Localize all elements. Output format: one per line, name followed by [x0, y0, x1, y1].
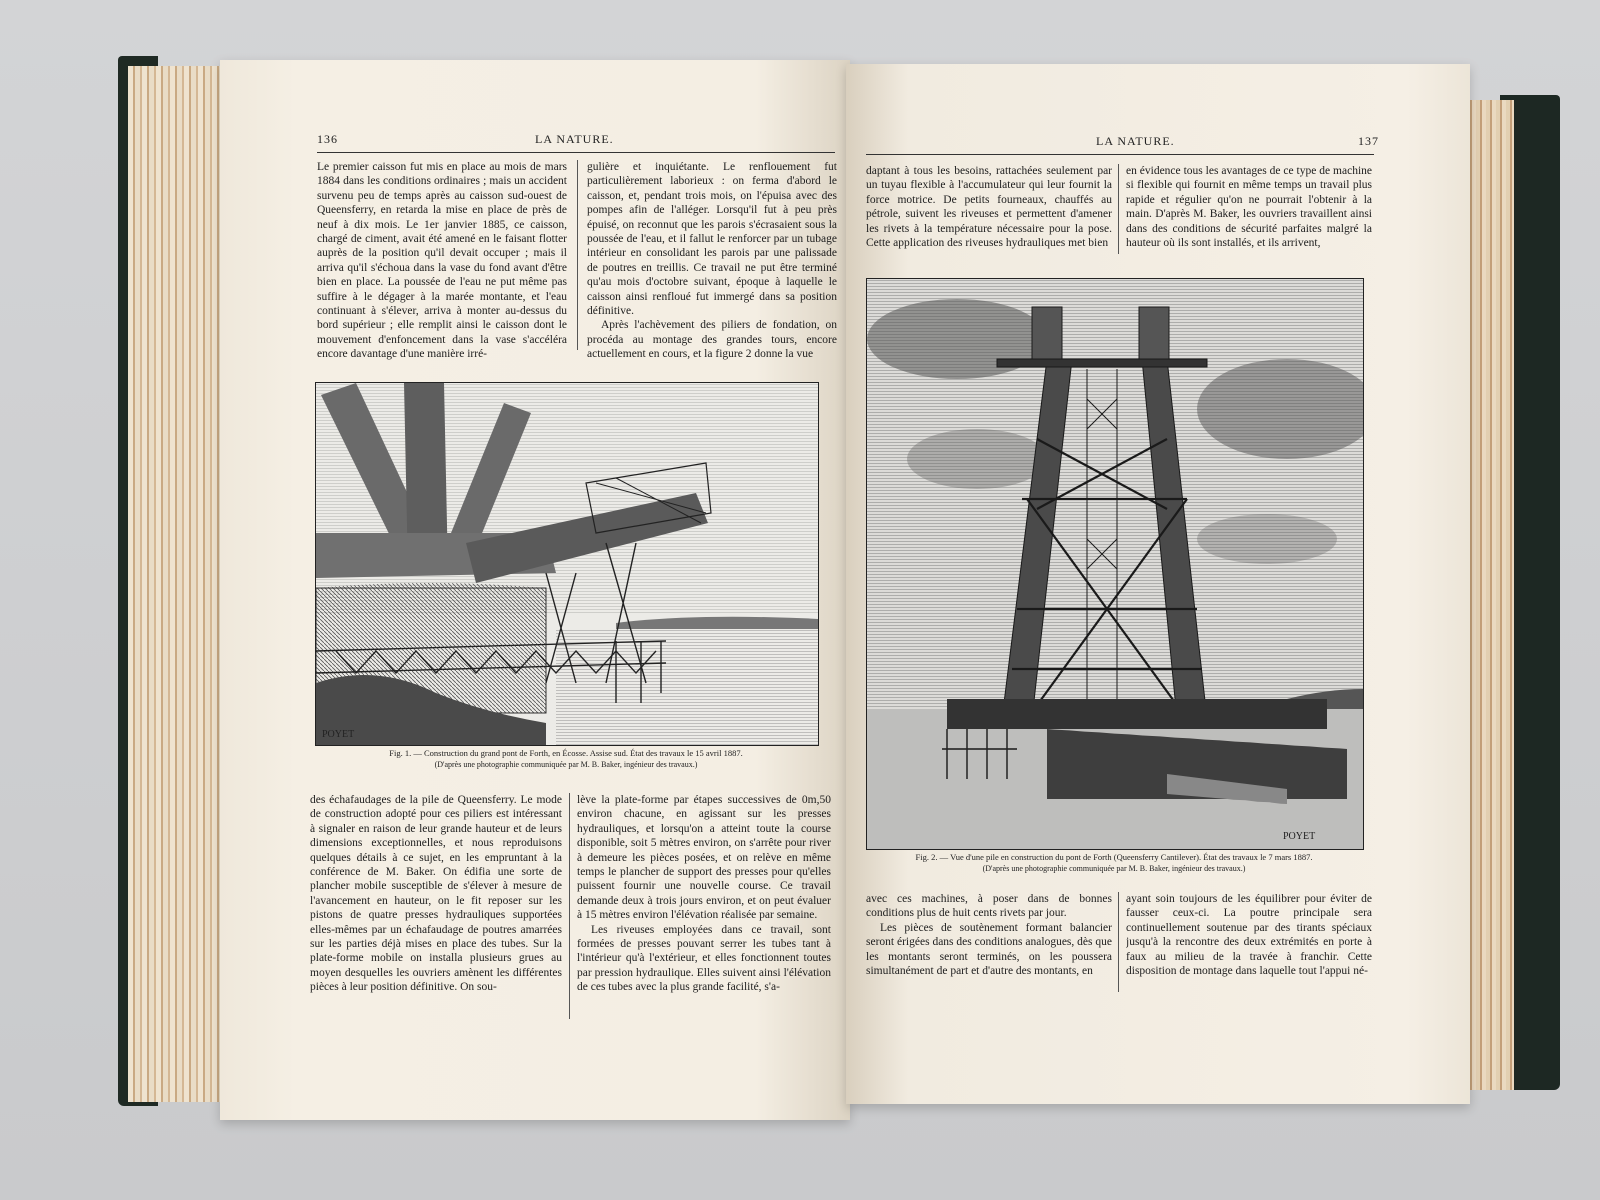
paragraph: Les riveuses employées dans ce travail, sont formées de presses pouvant serrer les tubes tant à l'intérieur qu'à l'extérieur, et elles fonctionnent toutes par pression hydraulique. Elles suivent ainsi l'élévation de ces tubes avec la plus grande facilité, s'a-	[577, 923, 831, 994]
paragraph: avec ces machines, à poser dans de bonnes conditions plus de huit cents rivets par jour.	[866, 893, 1112, 920]
running-head: LA NATURE.	[1096, 134, 1175, 148]
caption-line-2: (D'après une photographie communiquée par M. B. Baker, ingénieur des travaux.)	[982, 864, 1246, 873]
text-column	[310, 793, 562, 1025]
page-stack-left	[128, 66, 226, 1102]
paragraph: Les pièces de soutènement formant balancier seront érigées dans des conditions analogues, dès que les montants seront terminés, on les poussera simultanément de part et d'autre des montants, en	[866, 921, 1112, 978]
header-rule	[317, 152, 835, 153]
right-page	[846, 64, 1470, 1104]
column-divider	[1118, 164, 1119, 254]
engraver-signature: POYET	[322, 729, 355, 740]
text-column	[1126, 892, 1372, 1002]
paragraph: daptant à tous les besoins, rattachées seulement par un tuyau flexible à l'accumulateur qui leur fournit la force motrice. De petits fourneaux, chauffés au pétrole, suivent les riveuses et permettent d'amener les rivets à la température nécessaire pour la pose. Cette application des riveuses hydrauliques met bien	[866, 165, 1112, 250]
page-stack-right	[1466, 100, 1514, 1090]
column-divider	[1118, 892, 1119, 992]
column-divider	[569, 793, 570, 1019]
text-column	[317, 160, 567, 360]
text-column	[1126, 164, 1372, 260]
paragraph: ayant soin toujours de les équilibrer pour éviter de fausser ceux-ci. La poutre principale sera continuellement soutenue par des tirants spéciaux jusqu'à la rencontre des deux extrémités en porte à faux au milieu de la travée à franchir. Cette disposition de montage dans laquelle tout l'appui né-	[1126, 893, 1372, 978]
figure-caption	[866, 852, 1362, 874]
text-column	[587, 160, 837, 360]
paragraph: des échafaudages de la pile de Queensferry. Le mode de construction adopté pour ces piliers est intéressant à signaler en raison de leur grande hauteur et de leurs dimensions exceptionnelles, et nous reproduisons quelques détails à ce sujet, en les empruntant à la conférence de M. Baker. On édifia une sorte de plancher mobile susceptible de s'élever à mesure de l'avancement en hauteur, on le fit reposer sur les pistons de quatre presses hydrauliques supportées elles-mêmes par un échafaudage de poutres amarrées sur les parties déjà mises en place des tubes. Sur la plate-forme mobile on installa plusieurs grues au moyen desquelles les ouvriers amènent les différentes pièces à leur position définitive. On sou-	[310, 794, 562, 994]
running-head: LA NATURE.	[535, 132, 614, 146]
text-column	[866, 164, 1112, 260]
left-page	[220, 60, 850, 1120]
figure-caption	[315, 748, 817, 770]
engraver-signature: POYET	[1283, 831, 1316, 842]
paragraph: gulière et inquiétante. Le renflouement fut particulièrement laborieux : on ferma d'abord le caisson, et, pendant trois mois, on l'épuisa avec des pompes afin de l'alléger. Lorsqu'il fut à peu près épuisé, on reconnut que les parois s'écrasaient sous la poussée de l'eau, et il fallut le renforcer par un tubage intérieur en consolidant les parois par une palissade de poutres en treillis. Ce travail ne put être terminé qu'au mois d'octobre suivant, époque à laquelle le caisson ainsi renfloué fut immergé dans sa position définitive.	[587, 161, 837, 318]
caption-line-1: Fig. 2. — Vue d'une pile en construction du pont de Forth (Queensferry Cantilever). État des travaux le 7 mars 1887.	[915, 852, 1313, 862]
paragraph: en évidence tous les avantages de ce type de machine si flexible qui fournit en même temps un travail plus rapide et régulier qu'on ne pourrait l'obtenir à la main. D'après M. Baker, les ouvriers travaillent ainsi dans des conditions de sécurité parfaites malgré la hauteur où ils sont installés, et ils arrivent,	[1126, 165, 1372, 250]
paragraph: Le premier caisson fut mis en place au mois de mars 1884 dans les conditions ordinaires ; mais un accident survenu peu de temps après au caisson sud-ouest de Queensferry, en retarda la mise en place de près de neuf à dix mois. Le 1er janvier 1885, ce caisson, chargé de ciment, avait été amené en le faisant flotter auprès de la position qu'il devait occuper ; mais il arriva qu'il s'échoua dans la vase du fond avant d'être bien en place. La poussée de l'eau ne put même pas suffire à le dégager à la marée montante, et l'eau continuant à s'élever, arriva à monter au-dessus du bord supérieur ; elle remplit ainsi le caisson dont le mouvement d'enfoncement dans la vase s'accéléra encore davantage d'une manière irré-	[317, 161, 567, 360]
page-number: 136	[317, 132, 338, 146]
figure-1-engraving	[315, 382, 819, 746]
paragraph: lève la plate-forme par étapes successives de 0m,50 environ chacune, en agissant sur les presses hydrauliques, et lorsqu'on a atteint toute la course disponible, soit 5 mètres environ, on s'arrête pour river à demeure les pièces posées, et on relève en même temps le plancher de support des presses pour qu'elles puissent fournir une nouvelle course. Ce travail demande deux à trois jours environ, et on peut évaluer à 15 mètres environ l'élévation réalisée par semaine.	[577, 794, 831, 922]
caption-line-1: Fig. 1. — Construction du grand pont de Forth, en Écosse. Assise sud. État des travaux le 15 avril 1887.	[389, 748, 743, 758]
caption-line-2: (D'après une photographie communiquée par M. B. Baker, ingénieur des travaux.)	[434, 760, 698, 769]
text-column	[866, 892, 1112, 1002]
page-number: 137	[1358, 134, 1379, 148]
paragraph: Après l'achèvement des piliers de fondation, on procéda au montage des grandes tours, encore actuellement en cours, et la figure 2 donne la vue	[587, 319, 837, 360]
text-column	[577, 793, 831, 1025]
figure-2-engraving	[866, 278, 1364, 850]
column-divider	[577, 160, 578, 350]
header-rule	[866, 154, 1374, 155]
